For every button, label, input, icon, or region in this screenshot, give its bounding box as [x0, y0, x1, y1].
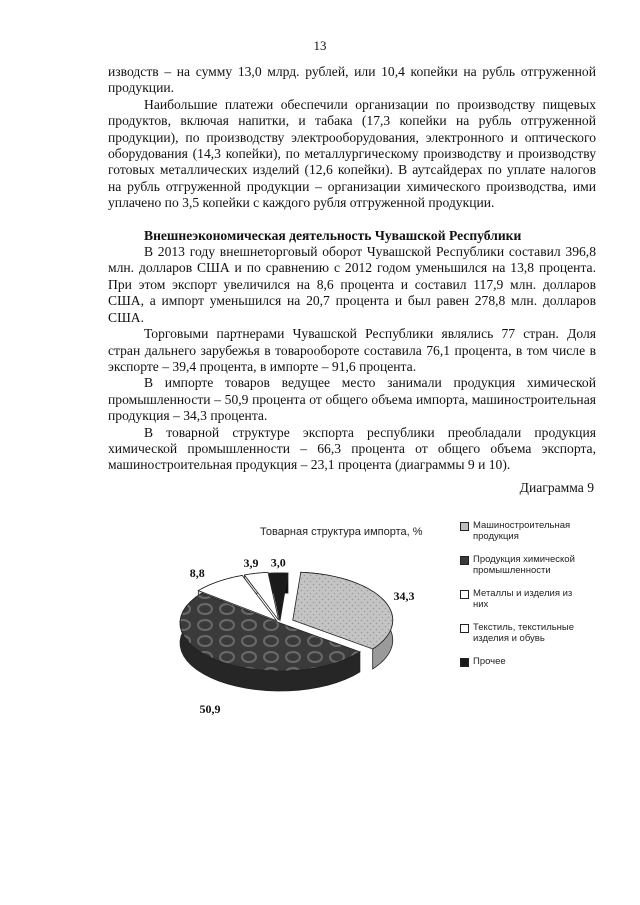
pie-label-machinery: 34,3	[393, 589, 415, 604]
chart-title: Товарная структура импорта, %	[260, 526, 423, 538]
paragraph-2: Наибольшие платежи обеспечили организации по производству пищевых продуктов, включая напитки, и табака (17,3 копейки на рубль отгруженной продукции), по производству электрооборудования, электронного и оптического оборудования (14,3 копейки), по металлургическому производству и производству готовых металлических изделий (12,6 копейки). В аутсайдерах по уплате налогов на рубль отгруженной продукции – организации химического производства, ими уплачено по 3,5 копейки с каждого рубля отгруженной продукции.	[108, 96, 596, 211]
section-paragraph-1: В 2013 году внешнеторговый оборот Чувашской Республики составил 396,8 млн. долларов США и по сравнению с 2012 годом уменьшился на 13,8 процента. При этом экспорт увеличился на 8,6 процента и составил 117,9 млн. долларов США, а импорт уменьшился на 20,7 процента и был равен 278,8 млн. долларов США.	[108, 244, 596, 325]
pie-label-textile: 3,9	[243, 556, 259, 571]
legend-swatch-chemical	[460, 556, 469, 565]
legend-label-other: Прочее	[473, 656, 506, 667]
section-heading: Внешнеэкономическая деятельность Чувашской Республики	[144, 227, 522, 243]
legend-label-machinery: Машиностроительная продукция	[473, 520, 571, 542]
pie-label-other: 3,0	[270, 555, 286, 570]
legend-swatch-metals	[460, 590, 469, 599]
pie-label-chemical: 50,9	[199, 702, 221, 716]
page-number: 13	[313, 38, 327, 53]
section-paragraph-2: Торговыми партнерами Чувашской Республики являлись 77 стран. Доля стран дальнего зарубежья в товарообороте составила 76,1 процента, в том числе в экспорте – 39,4 процента, в импорте – 91,6 процента.	[108, 326, 596, 374]
section-paragraph-4: В товарной структуре экспорта республики преобладали продукция химической промышленности – 66,3 процента от общего объема экспорта, машиностроительная продукция – 23,1 процента (диаграммы 9 и 10).	[108, 424, 596, 473]
legend-item-other	[460, 656, 590, 667]
legend-swatch-machinery	[460, 522, 469, 531]
legend-item-machinery	[460, 520, 590, 542]
legend-label-textile: Текстиль, текстильные изделия и обувь	[473, 622, 575, 644]
legend-label-metals: Металлы и изделия из них	[473, 588, 573, 610]
legend-item-textile	[460, 622, 590, 644]
legend-swatch-textile	[460, 624, 469, 633]
legend-item-metals	[460, 588, 590, 610]
legend-swatch-other	[460, 658, 469, 667]
pie-label-metals: 8,8	[189, 566, 205, 581]
body-text	[108, 64, 596, 474]
legend-label-chemical: Продукция химической промышленности	[473, 554, 575, 576]
chart-legend	[460, 520, 590, 679]
section-paragraph-3: В импорте товаров ведущее место занимали продукция химической промышленности – 50,9 процента от общего объема импорта, машиностроительная продукция – 34,3 процента.	[108, 375, 596, 424]
diagram-label: Диаграмма 9	[519, 480, 594, 495]
paragraph-1: изводств – на сумму 13,0 млрд. рублей, или 10,4 копейки на рубль отгруженной продукции.	[108, 64, 596, 96]
pie-chart	[150, 505, 460, 725]
legend-item-chemical	[460, 554, 590, 576]
